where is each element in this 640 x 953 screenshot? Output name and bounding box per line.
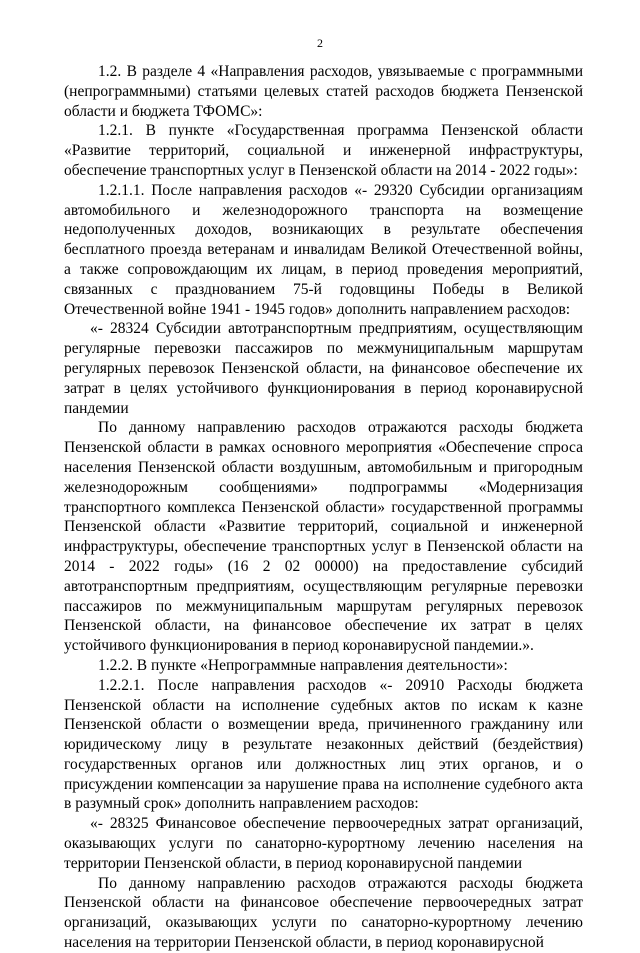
paragraph-1-2-1-1: 1.2.1.1. После направления расходов «- 29320 Субсидии организациям автомобильного и железнодорожного транспорта на возмещение недополученных доходов, возникающих в результате обеспечения бесплатного проезда ветеранам и инвалидам Великой Отечественной войны, а также сопровождающим их лицам, в период проведения мероприятий, связанных с празднованием 75-й годовщины Победы в Великой Отечественной войне 1941 - 1945 годов» дополнить направлением расходов: <box>64 181 583 318</box>
paragraph-quote-28324: «- 28324 Субсидии автотранспортным предприятиям, осуществляющим регулярные перевозки пассажиров по межмуниципальным маршрутам регулярных перевозок Пензенской области, на финансовое обеспечение их затрат в целях устойчивого функционирования в период коронавирусной пандемии <box>64 320 583 417</box>
paragraph-1-2-1: 1.2.1. В пункте «Государственная программа Пензенской области «Развитие территорий, социальной и инженерной инфраструктуры, обеспечение транспортных услуг в Пензенской области на 2014 - 2022 годы»: <box>64 122 583 179</box>
paragraph-expenses-28325: По данному направлению расходов отражаются расходы бюджета Пензенской области на финансовое обеспечение первоочередных затрат организаций, оказывающих услуги по санаторно-курортному лечению населения на территории Пензенской области, в период коронавирусной <box>64 874 583 952</box>
paragraph-1-2-2: 1.2.2. В пункте «Непрограммные направления деятельности»: <box>98 656 508 674</box>
paragraph-1-2-2-1: 1.2.2.1. После направления расходов «- 20910 Расходы бюджета Пензенской области на исполнение судебных актов по искам к казне Пензенской области о возмещении вреда, причиненного гражданину или юридическому лицу в результате незаконных действий (бездействия) государственных органов или должностных лиц этих органов, и о присуждении компенсации за нарушение права на исполнение судебного акта в разумный срок» дополнить направлением расходов: <box>64 676 583 813</box>
document-body <box>64 62 583 953</box>
paragraph-expenses-28324: По данному направлению расходов отражаются расходы бюджета Пензенской области в рамках основного мероприятия «Обеспечение спроса населения Пензенской области воздушным, автомобильным и пригородным железнодорожным сообщениями» подпрограммы «Модернизация транспортного комплекса Пензенской области» государственной программы Пензенской области «Развитие территорий, социальной и инженерной инфраструктуры, обеспечение транспортных услуг в Пензенской области на 2014 - 2022 годы» (16 2 02 00000) на предоставление субсидий автотранспортным предприятиям, осуществляющим регулярные перевозки пассажиров по межмуниципальным маршрутам регулярных перевозок Пензенской области, на финансовое обеспечение их затрат в целях устойчивого функционирования в период коронавирусной пандемии.». <box>64 419 583 655</box>
paragraph-1-2: 1.2. В разделе 4 «Направления расходов, увязываемые с программными (непрограммными) статьями целевых статей расходов бюджета Пензенской области и бюджета ТФОМС»: <box>64 63 583 120</box>
paragraph-quote-28325: «- 28325 Финансовое обеспечение первоочередных затрат организаций, оказывающих услуги по санаторно-курортному лечению населения на территории Пензенской области, в период коронавирусной пандемии <box>64 815 583 872</box>
page-number: 2 <box>317 36 323 50</box>
